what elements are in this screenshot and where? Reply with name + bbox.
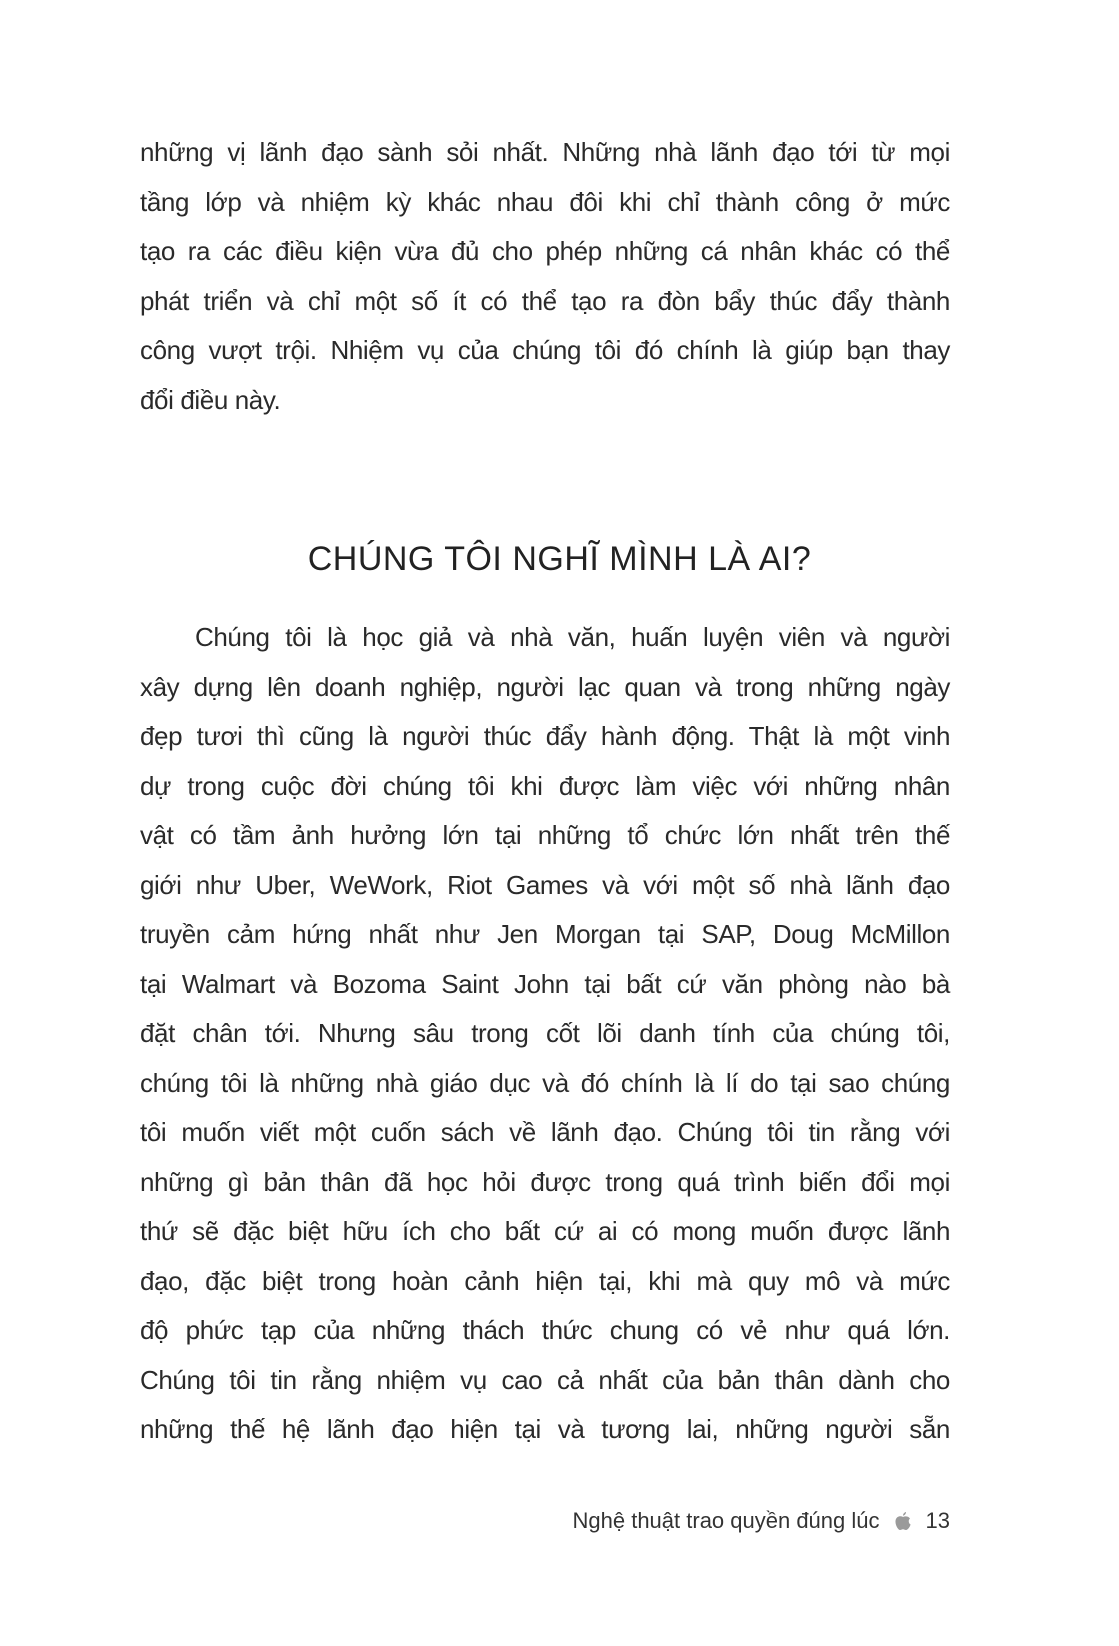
apple-icon [894,1511,912,1531]
page-footer [573,1508,951,1534]
text-line: Chúng tôi là học giả và nhà văn, huấn luyện viên và người [195,622,950,652]
text-line: những gì bản thân đã học hỏi được trong quá trình biến đổi mọi [140,1166,950,1197]
paragraph-1 [140,128,950,425]
book-title: Nghệ thuật trao quyền đúng lúc [572,1508,880,1533]
text-line: thứ sẽ đặc biệt hữu ích cho bất cứ ai có mong muốn được lãnh [140,1216,950,1246]
section-heading: CHÚNG TÔI NGHĨ MÌNH LÀ AI? [307,540,812,578]
text-line: những vị lãnh đạo sành sỏi nhất. Những nhà lãnh đạo tới từ mọi [140,137,950,167]
text-line: đổi điều này. [140,384,281,415]
text-line: tầng lớp và nhiệm kỳ khác nhau đôi khi chỉ thành công ở mức [140,186,950,217]
text-line: chúng tôi là những nhà giáo dục và đó chính là lí do tại sao chúng [140,1067,950,1098]
text-line: tại Walmart và Bozoma Saint John tại bất cứ văn phòng nào bà [140,968,950,999]
text-line: đạo, đặc biệt trong hoàn cảnh hiện tại, khi mà quy mô và mức [140,1265,950,1296]
text-line: truyền cảm hứng nhất như Jen Morgan tại SAP, Doug McMillon [140,919,950,949]
text-line: những thế hệ lãnh đạo hiện tại và tương lai, những người sẵn [140,1414,950,1444]
text-line: độ phức tạp của những thách thức chung có vẻ như quá lớn. [140,1315,950,1345]
text-line: tạo ra các điều kiện vừa đủ cho phép những cá nhân khác có thể [140,236,950,266]
page-number: 13 [925,1508,950,1533]
text-line: công vượt trội. Nhiệm vụ của chúng tôi đó chính là giúp bạn thay [140,335,950,365]
text-line: dự trong cuộc đời chúng tôi khi được làm việc với những nhân [140,770,950,801]
text-line: đẹp tươi thì cũng là người thúc đẩy hành động. Thật là một vinh [140,721,950,751]
text-line: đặt chân tới. Nhưng sâu trong cốt lõi danh tính của chúng tôi, [140,1018,950,1048]
text-line: tôi muốn viết một cuốn sách về lãnh đạo. Chúng tôi tin rằng với [140,1117,950,1147]
text-line: xây dựng lên doanh nghiệp, người lạc quan và trong những ngày [140,671,950,702]
paragraph-2 [140,613,950,1455]
text-line: giới như Uber, WeWork, Riot Games và với một số nhà lãnh đạo [140,869,950,900]
text-line: Chúng tôi tin rằng nhiệm vụ cao cả nhất của bản thân dành cho [140,1364,950,1395]
text-line: phát triển và chỉ một số ít có thể tạo ra đòn bẩy thúc đẩy thành [140,285,950,316]
text-line: vật có tầm ảnh hưởng lớn tại những tổ chức lớn nhất trên thế [140,820,950,850]
